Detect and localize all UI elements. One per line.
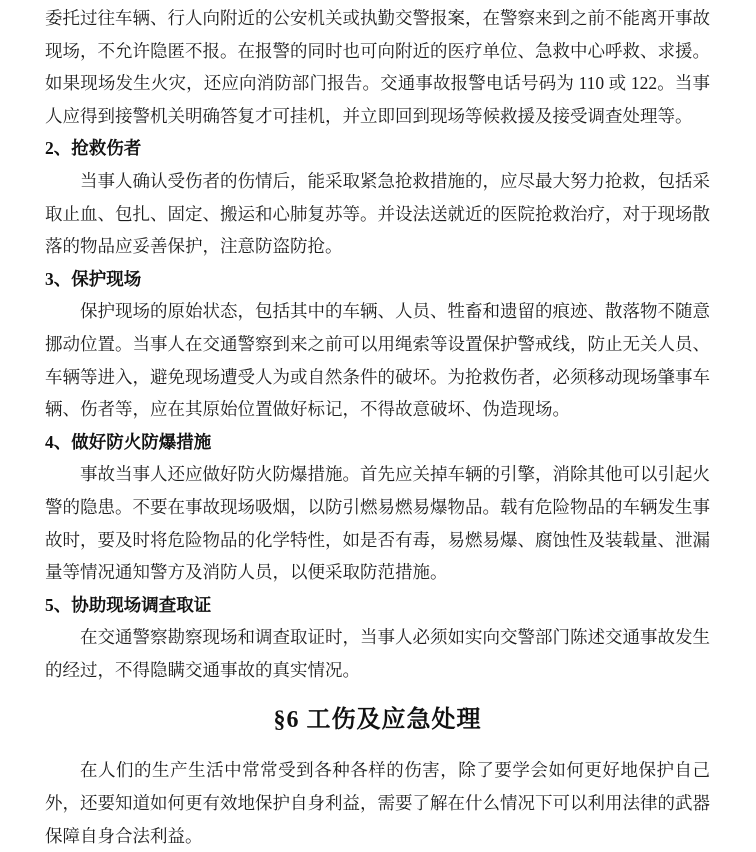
intro-paragraph: 委托过往车辆、行人向附近的公安机关或执勤交警报案，在警察来到之前不能离开事故现场，不允许隐匿不报。在报警的同时也可向附近的医疗单位、急救中心呼救、求援。如果现场发生火灾，还应向消防部门报告。交通事故报警电话号码为 110 或 122。当事人应得到接警机关明确答复才可挂机，并立即回到现场等候救援及接受调查处理等。 xyxy=(45,8,710,126)
section-body-assist-investigation: 在交通警察勘察现场和调查取证时，当事人必须如实向交警部门陈述交通事故发生的经过，不得隐瞒交通事故的真实情况。 xyxy=(45,627,710,680)
section-heading-assist-investigation: 5、协助现场调查取证 xyxy=(45,594,212,615)
chapter-heading-work-injury-emergency: §6 工伤及应急处理 xyxy=(273,707,482,734)
section-body-rescue-injured: 当事人确认受伤者的伤情后，能采取紧急抢救措施的，应尽最大努力抢救，包括采取止血、包扎、固定、搬运和心肺复苏等。并设法送就近的医院抢救治疗，对于现场散落的物品应妥善保护，注意防盗防抢。 xyxy=(45,170,710,257)
section-body-protect-scene: 保护现场的原始状态，包括其中的车辆、人员、牲畜和遗留的痕迹、散落物不随意挪动位置。当事人在交通警察到来之前可以用绳索等设置保护警戒线，防止无关人员、车辆等进入，避免现场遭受人为或自然条件的破坏。为抢救伤者，必须移动现场肇事车辆、伤者等，应在其原始位置做好标记，不得故意破坏、伪造现场。 xyxy=(45,301,710,420)
section-heading-fire-explosion-prevention: 4、做好防火防爆措施 xyxy=(45,431,212,452)
section-heading-rescue-injured: 2、抢救伤者 xyxy=(45,138,142,159)
section-heading-protect-scene: 3、保护现场 xyxy=(45,268,142,289)
chapter-intro-paragraph: 在人们的生产生活中常常受到各种各样的伤害，除了要学会如何更好地保护自己外，还要知道如何更有效地保护自身利益，需要了解在什么情况下可以利用法律的武器保障自身合法利益。 xyxy=(45,760,710,846)
section-body-fire-explosion-prevention: 事故当事人还应做好防火防爆措施。首先应关掉车辆的引擎，消除其他可以引起火警的隐患。不要在事故现场吸烟，以防引燃易燃易爆物品。载有危险物品的车辆发生事故时，要及时将危险物品的化学特性，如是否有毒，易燃易爆、腐蚀性及装载量、泄漏量等情况通知警方及消防人员，以便采取防范措施。 xyxy=(45,464,710,583)
